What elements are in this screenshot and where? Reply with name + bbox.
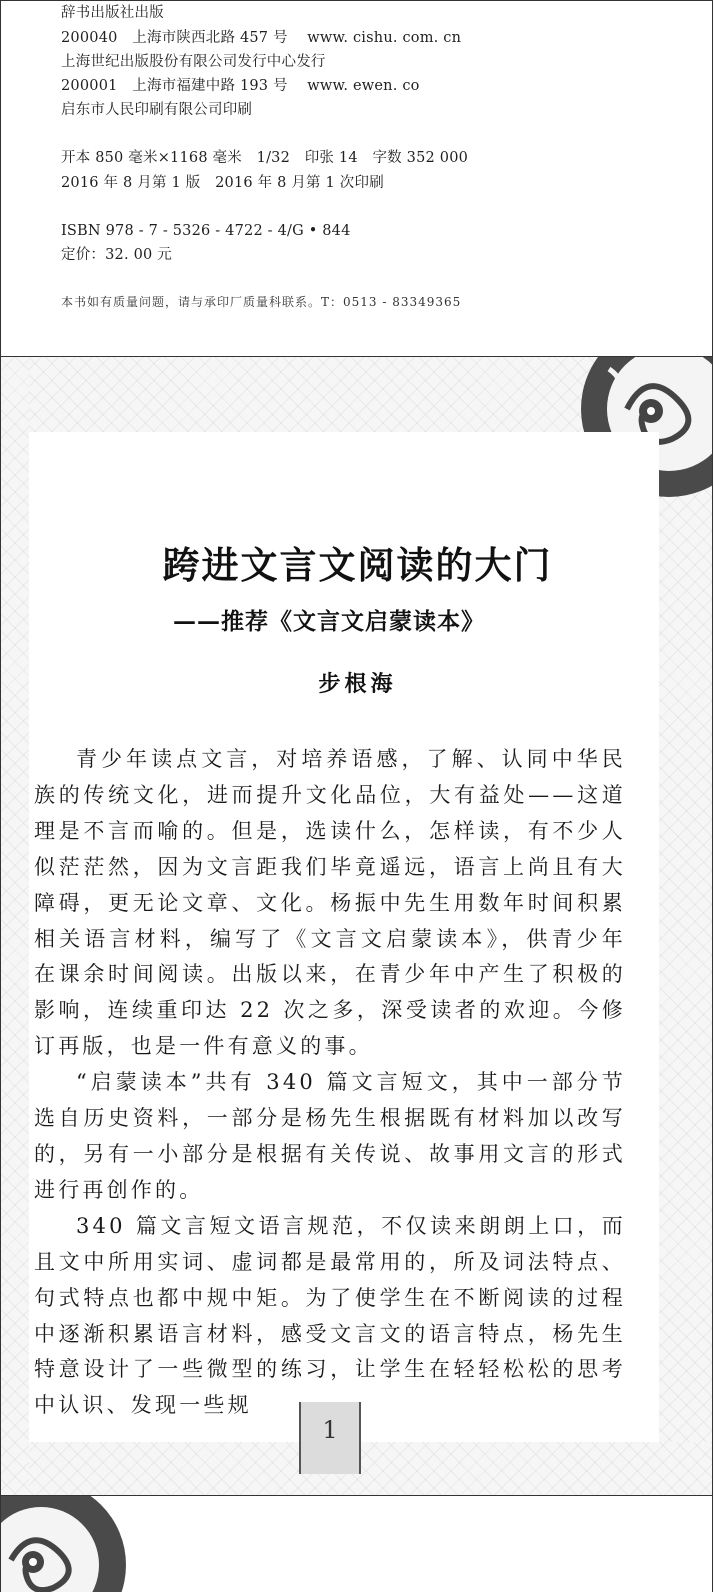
quality-note: 本书如有质量问题，请与承印厂质量科联系。T：0513 - 83349365 bbox=[61, 295, 462, 309]
publisher-line: 辞书出版社出版 bbox=[61, 5, 164, 21]
publisher-address-line: 200040 上海市陕西北路 457 号 www. cishu. com. cn bbox=[61, 30, 462, 46]
paragraph: 340 篇文言短文语言规范，不仅读来朗朗上口，而且文中所用实词、虚词都是最常用的，所及词法特点、句式特点也都中规中矩。为了使学生在不断阅读的过程中逐渐积累语言材料，感受文言文的语言特点，杨先生特意设计了一些微型的练习，让学生在轻轻松松的思考中认识、发现一些规 bbox=[34, 1213, 626, 1418]
copyright-page bbox=[0, 0, 713, 357]
left-lattice-border bbox=[1, 357, 29, 1496]
paragraph: “启蒙读本”共有 340 篇文言短文，其中一部分节选自历史资料，一部分是杨先生根据既有材料加以改写的，另有一小部分是根据有关传说、故事用文言的形式进行再创作的。 bbox=[34, 1070, 626, 1202]
article-page bbox=[0, 356, 713, 1496]
article-subtitle: ——推荐《文言文启蒙读本》 bbox=[173, 608, 485, 635]
article-author: 步根海 bbox=[318, 671, 397, 697]
cloud-ornament-icon bbox=[0, 1495, 141, 1592]
article-title: 跨进文言文阅读的大门 bbox=[162, 543, 553, 587]
isbn-line: ISBN 978 - 7 - 5326 - 4722 - 4/G • 844 bbox=[61, 223, 351, 239]
article-body bbox=[34, 742, 626, 1424]
right-lattice-border bbox=[659, 357, 713, 1496]
distributor-address-line: 200001 上海市福建中路 193 号 www. ewen. co bbox=[61, 78, 420, 94]
printer-line: 启东市人民印刷有限公司印刷 bbox=[61, 102, 253, 118]
format-line: 开本 850 毫米×1168 毫米 1/32 印张 14 字数 352 000 bbox=[61, 150, 469, 166]
page-number: 1 bbox=[322, 1416, 338, 1444]
next-page bbox=[0, 1495, 713, 1592]
distributor-line: 上海世纪出版股份有限公司发行中心发行 bbox=[61, 54, 326, 70]
page-number-tab bbox=[299, 1402, 361, 1474]
price-line: 定价：32. 00 元 bbox=[61, 247, 172, 263]
paragraph: 青少年读点文言，对培养语感，了解、认同中华民族的传统文化，进而提升文化品位，大有益处——这道理是不言而喻的。但是，选读什么，怎样读，有不少人似茫茫然，因为文言距我们毕竟遥远，语言上尚且有大障碍，更无论文章、文化。杨振中先生用数年时间积累相关语言材料，编写了《文言文启蒙读本》，供青少年在课余时间阅读。出版以来，在青少年中产生了积极的影响，连续重印达 22 次之多，深受读者的欢迎。今修订再版，也是一件有意义的事。 bbox=[34, 747, 626, 1059]
edition-line: 2016 年 8 月第 1 版 2016 年 8 月第 1 次印刷 bbox=[61, 175, 384, 191]
